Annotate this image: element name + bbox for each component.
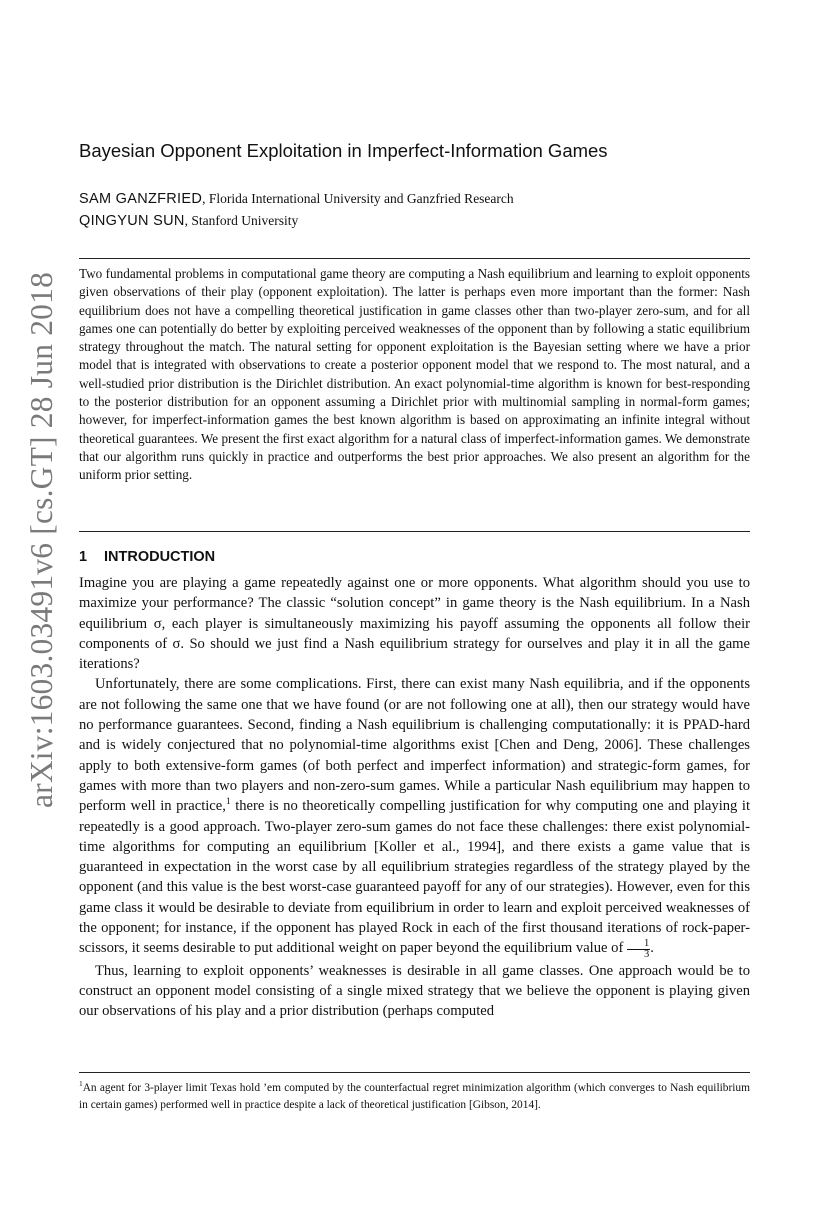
arxiv-identifier: arXiv:1603.03491v6 [cs.GT] 28 Jun 2018 bbox=[24, 271, 59, 809]
author-name: SAM GANZFRIED bbox=[79, 191, 203, 207]
section-number: 1 bbox=[79, 549, 88, 565]
author-affiliation: , Stanford University bbox=[184, 213, 299, 228]
footnote bbox=[79, 1080, 750, 1113]
abstract-bottom-rule bbox=[79, 531, 750, 532]
author-name: QINGYUN SUN bbox=[79, 213, 185, 229]
body-text bbox=[79, 573, 750, 1021]
footnote-rule bbox=[79, 1072, 750, 1073]
paragraph-1: Imagine you are playing a game repeatedly against one or more opponents. What algorithm should you use to maximize your performance? The classic “solution concept” in game theory is the Nash equilibrium. In a Nash equilibrium σ, each player is simultaneously maximizing his payoff assuming the opponents all follow their components of σ. So should we just find a Nash equilibrium strategy for ourselves and play it in all the game iterations? bbox=[79, 575, 750, 673]
fraction-numerator: 1 bbox=[627, 939, 650, 951]
section-heading bbox=[79, 549, 215, 565]
fraction-one-third bbox=[627, 939, 650, 961]
paragraph-3: Thus, learning to exploit opponents’ weaknesses is desirable in all game classes. One approach would be to construct an opponent model consisting of a single mixed strategy that we believe the opponent is playing given our observations of his play and a prior distribution (perhaps computed bbox=[79, 962, 750, 1020]
fraction-denominator: 3 bbox=[643, 949, 650, 961]
author-2 bbox=[79, 213, 759, 229]
section-title: INTRODUCTION bbox=[104, 549, 216, 565]
paragraph-2-end: . bbox=[650, 940, 654, 957]
author-1 bbox=[79, 191, 759, 207]
abstract: Two fundamental problems in computational game theory are computing a Nash equilibrium and learning to exploit opponents given observations of their play (opponent exploitation). The latter is perhaps even more important than the former: Nash equilibrium does not have a compelling theoretical justification in game classes other than two-player zero-sum, and for all games one can potentially do better by exploiting perceived weaknesses of the opponent than by following a static equilibrium strategy throughout the match. The natural setting for opponent exploitation is the Bayesian setting where we have a prior model that is integrated with observations to create a posterior opponent model that we respond to. The most natural, and a well-studied prior distribution is the Dirichlet distribution. An exact polynomial-time algorithm is known for best-responding to the posterior distribution for an opponent assuming a Dirichlet prior with multinomial sampling in normal-form games; however, for imperfect-information games the best known algorithm is based on approximating an infinite integral without theoretical guarantees. We present the first exact algorithm for a natural class of imperfect-information games. We demonstrate that our algorithm runs quickly in practice and outperforms the best prior approaches. We also present an algorithm for the uniform prior setting. bbox=[79, 266, 750, 483]
paper-title: Bayesian Opponent Exploitation in Imperfect-Information Games bbox=[79, 140, 608, 161]
paragraph-2-part-2: there is no theoretically compelling justification for why computing one and playing it repeatedly is a good approach. Two-player zero-sum games do not face these challenges: there exist polynomial-time algorithms for computing an equilibrium [Koller et al., 1994], and there exists a game value that is guaranteed in expectation in the worst case by all equilibrium strategies regardless of the strategy played by the opponent (and this value is the best worst-case guaranteed payoff for any of our strategies). However, even for this game class it would be desirable to deviate from equilibrium in order to learn and exploit perceived weaknesses of the opponent; for instance, if the opponent has played Rock in each of the first thousand iterations of rock-paper-scissors, it seems desirable to put additional weight on paper beyond the equilibrium value of bbox=[79, 798, 750, 957]
arxiv-sidebar bbox=[22, 240, 62, 840]
footnote-text: An agent for 3-player limit Texas hold ’em computed by the counterfactual regret minimization algorithm (which converges to Nash equilibrium in certain games) performed well in practice despite a lack of theoretical justification [Gibson, 2014]. bbox=[79, 1082, 750, 1111]
footnote-marker[interactable]: 1 bbox=[225, 797, 231, 808]
footnote-number: 1 bbox=[79, 1079, 83, 1089]
author-affiliation: , Florida International University and Ganzfried Research bbox=[202, 191, 514, 206]
paragraph-2 bbox=[79, 674, 750, 960]
abstract-top-rule bbox=[79, 258, 750, 259]
paragraph-2-part-1: Unfortunately, there are some complications. First, there can exist many Nash equilibria, and if the opponents are not following the same one that we have found (or are not following one at all), then our strategy would have no performance guarantees. Second, finding a Nash equilibrium is challenging computationally: it is PPAD-hard and is widely conjectured that no polynomial-time algorithms exist [Chen and Deng, 2006]. These challenges apply to both extensive-form games (of both perfect and imperfect information) and strategic-form games, for games with more than two players and non-zero-sum games. While a particular Nash equilibrium may happen to perform well in practice, bbox=[79, 676, 750, 815]
